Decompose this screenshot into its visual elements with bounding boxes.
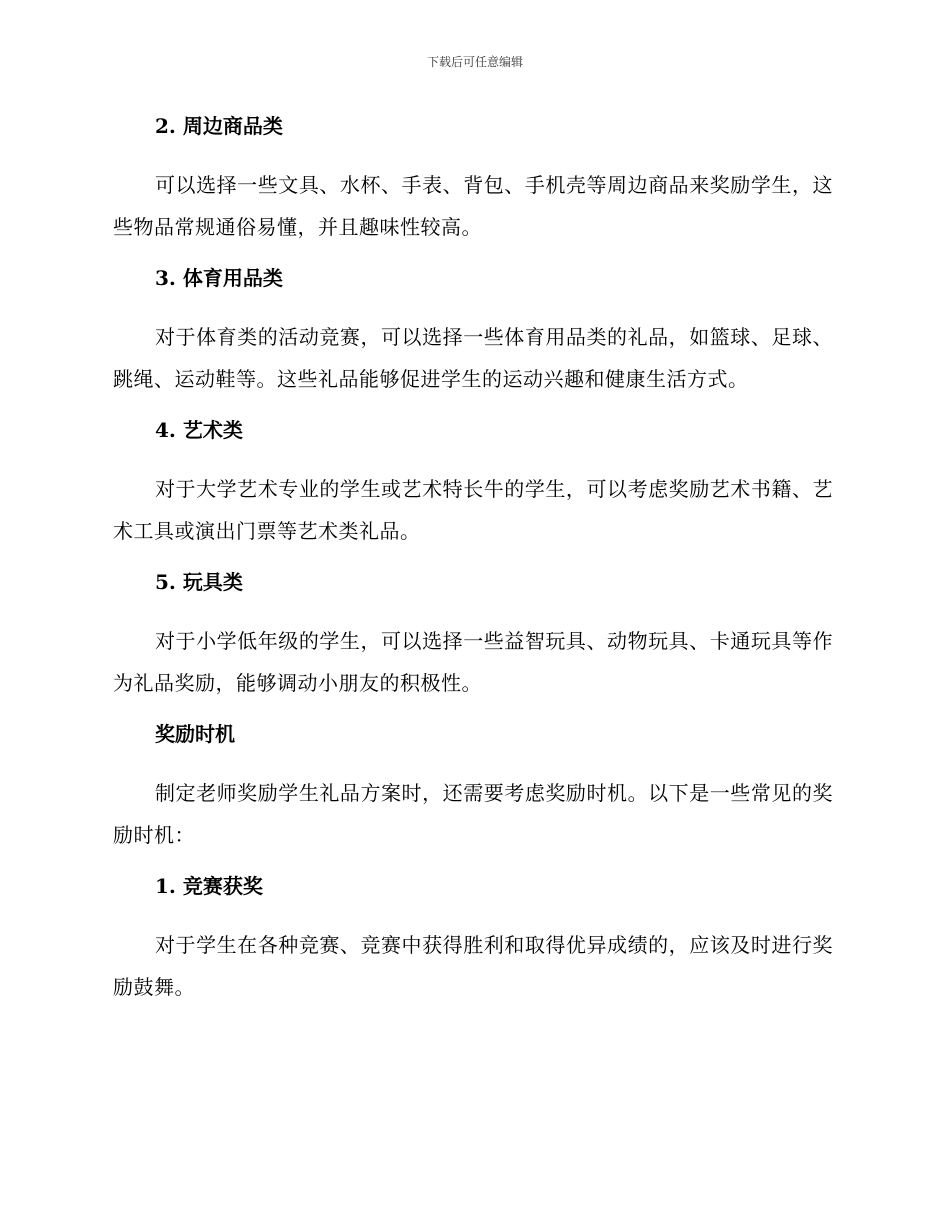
section-competition-awards [113,870,833,1008]
section-art [113,414,833,552]
section-heading: 1. 竞赛获奖 [155,874,263,898]
section-heading: 4. 艺术类 [155,418,243,442]
section-heading: 2. 周边商品类 [155,114,283,138]
document-body [113,110,833,1022]
section-heading: 奖励时机 [155,722,235,746]
section-paragraph: 可以选择一些文具、水杯、手表、背包、手机壳等周边商品来奖励学生，这些物品常规通俗易懂，并且趣味性较高。 [113,173,833,239]
section-toys [113,566,833,704]
section-paragraph: 对于大学艺术专业的学生或艺术特长牛的学生，可以考虑奖励艺术书籍、艺术工具或演出门票等艺术类礼品。 [113,477,833,543]
section-sports-goods [113,262,833,400]
section-peripheral-goods [113,110,833,248]
section-paragraph: 对于学生在各种竞赛、竞赛中获得胜利和取得优异成绩的，应该及时进行奖励鼓舞。 [113,933,833,999]
section-paragraph: 对于体育类的活动竞赛，可以选择一些体育用品类的礼品，如篮球、足球、跳绳、运动鞋等。这些礼品能够促进学生的运动兴趣和健康生活方式。 [113,325,833,391]
section-reward-timing [113,718,833,856]
section-heading: 5. 玩具类 [155,570,243,594]
section-heading: 3. 体育用品类 [155,266,283,290]
section-paragraph: 制定老师奖励学生礼品方案时，还需要考虑奖励时机。以下是一些常见的奖励时机： [113,781,833,847]
page-header: 下载后可任意编辑 [426,55,523,69]
section-paragraph: 对于小学低年级的学生，可以选择一些益智玩具、动物玩具、卡通玩具等作为礼品奖励，能够调动小朋友的积极性。 [113,629,833,695]
